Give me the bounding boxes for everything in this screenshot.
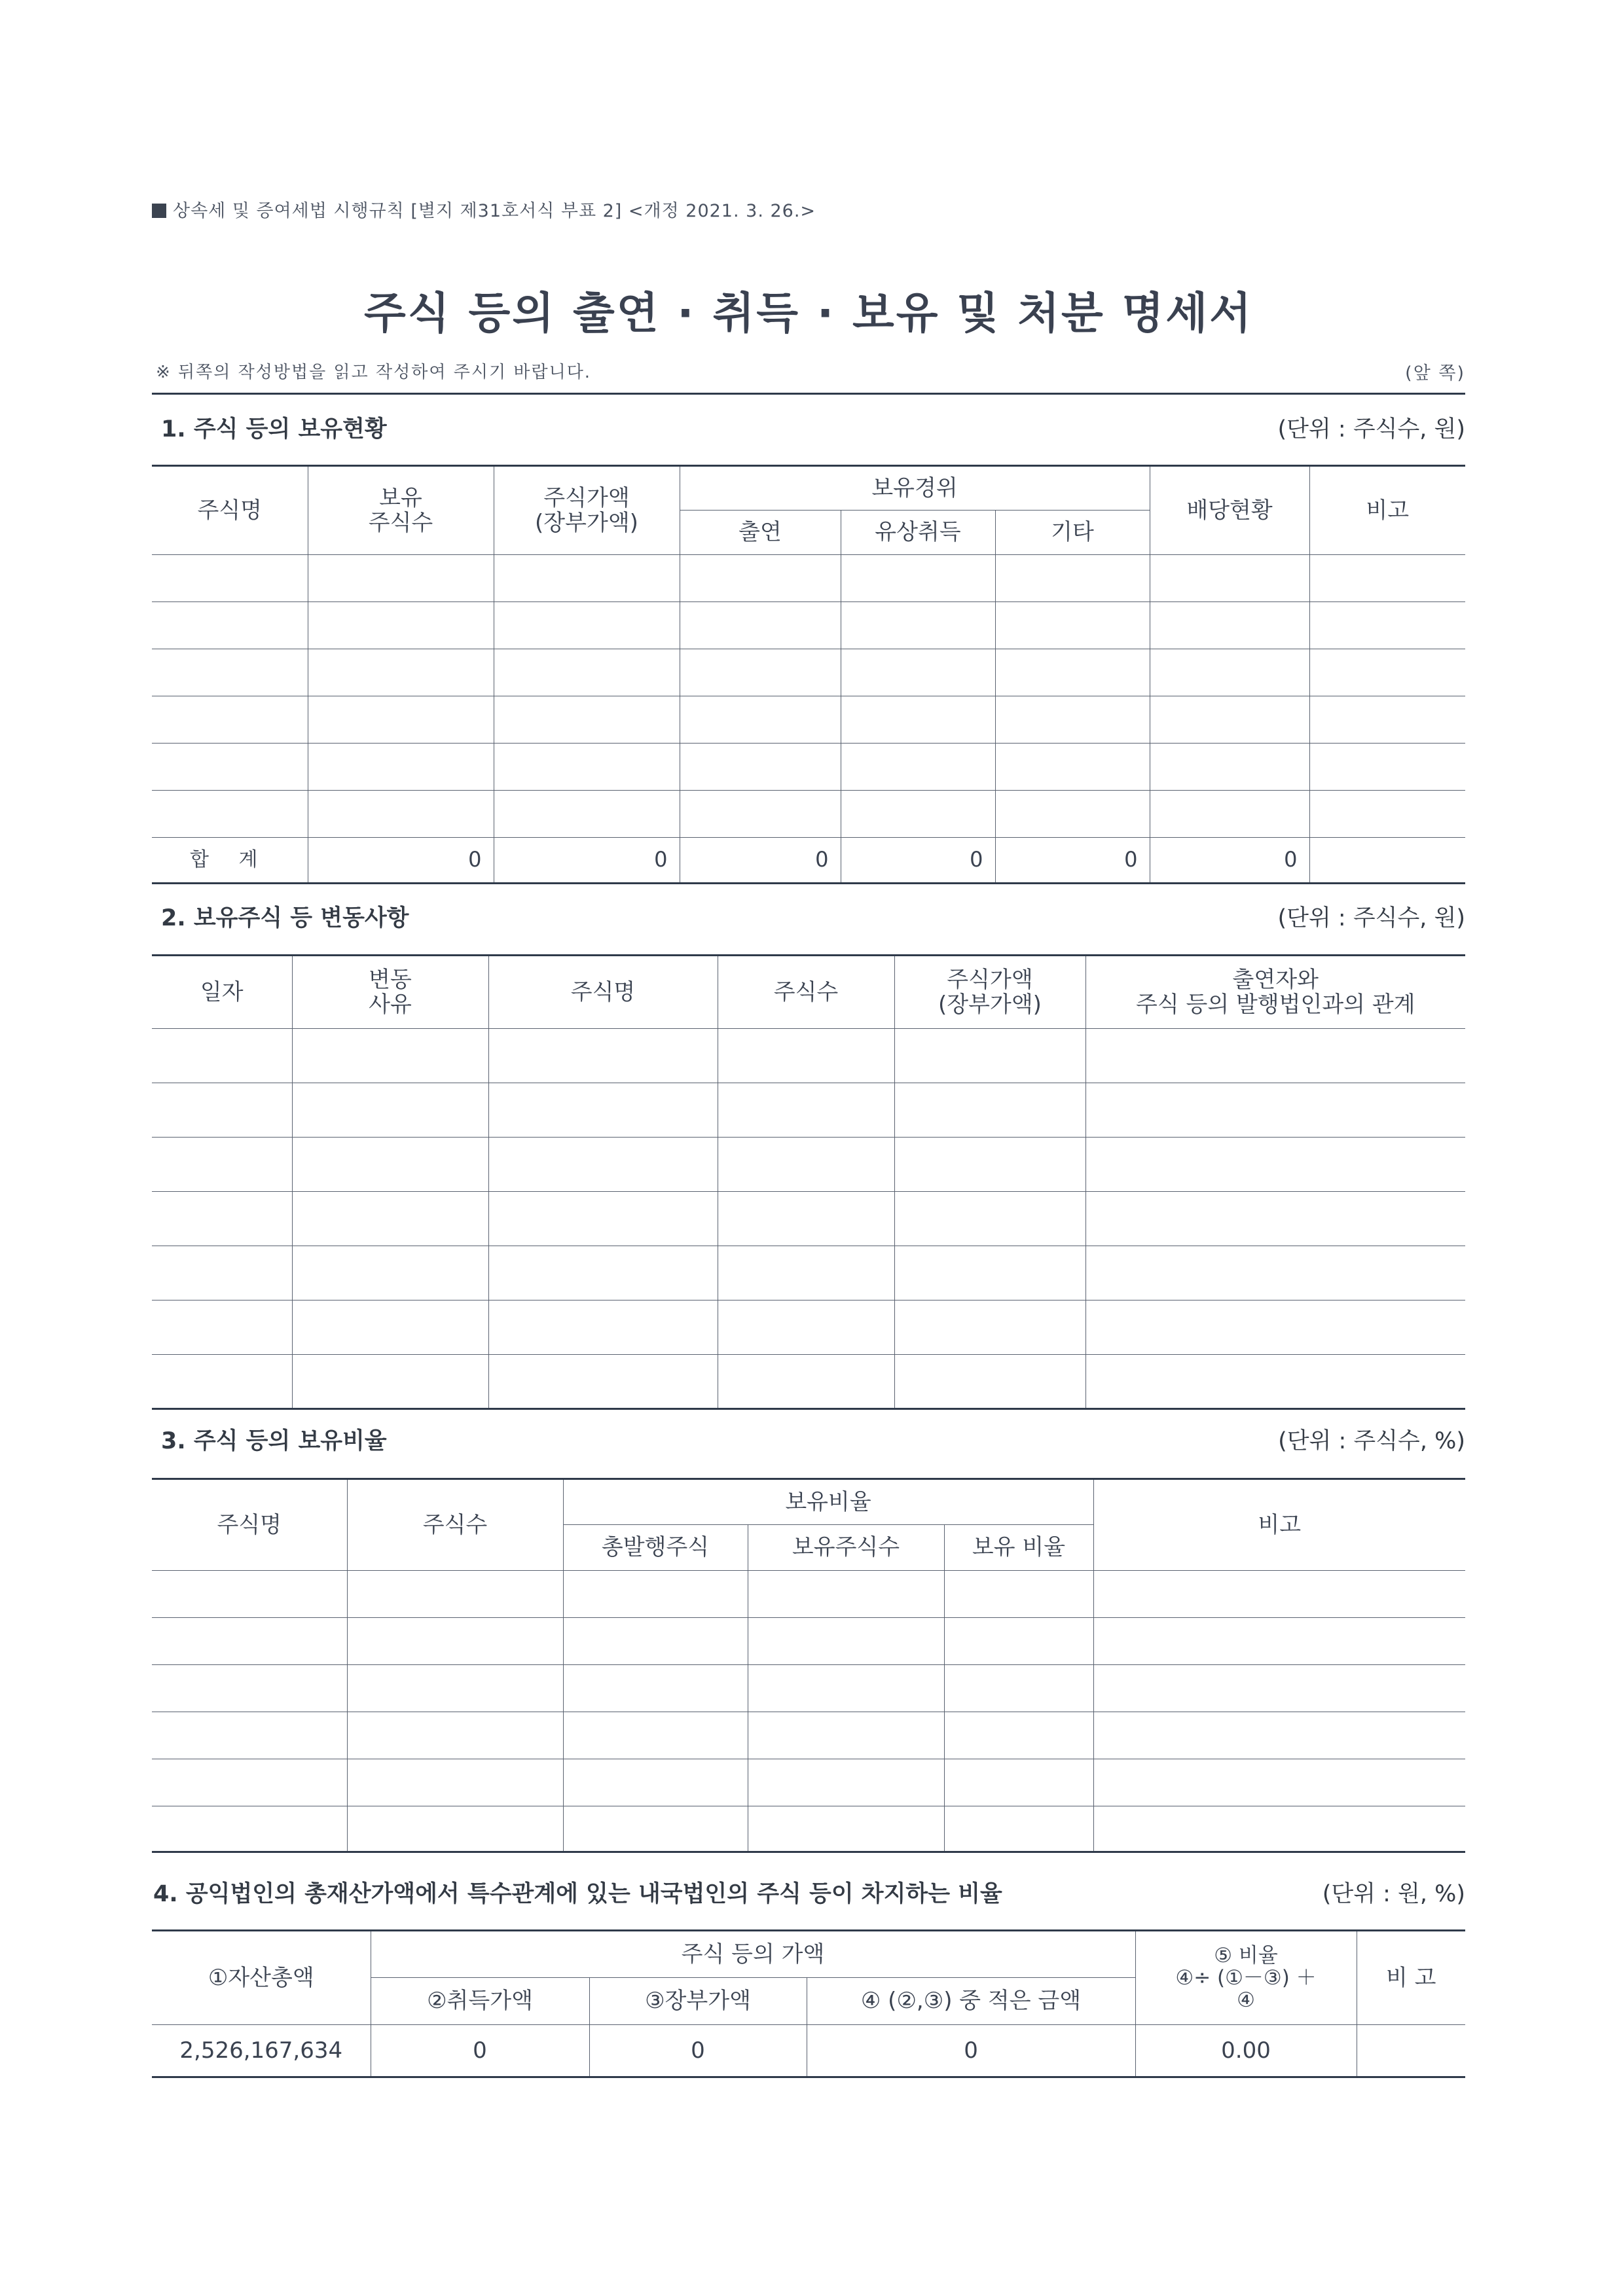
table-row: [152, 1712, 1465, 1759]
table-row: [152, 1355, 1465, 1409]
table-row: [152, 1083, 1465, 1138]
header-divider: [152, 393, 1465, 395]
table-row: [152, 1571, 1465, 1618]
regulation-text: 상속세 및 증여세법 시행규칙 [별지 제31호서식 부표 2] <개정 2021. 3. 26.>: [173, 201, 816, 221]
col-dividend: 배당현황: [1150, 466, 1309, 555]
page-side-label: (앞 쪽): [1405, 363, 1465, 384]
col-ratio: ⑤ 비율 ④÷ (①－③) ＋ ④: [1135, 1931, 1357, 2025]
col-remarks: 비 고: [1357, 1931, 1465, 2025]
total-contribution: 0: [680, 838, 841, 884]
table-row: [152, 649, 1465, 696]
section3-title: 3. 주식 등의 보유비율: [161, 1428, 387, 1454]
square-bullet-icon: [152, 204, 166, 218]
section2-unit: (단위 : 주식수, 원): [1277, 905, 1465, 931]
table-row: [152, 1300, 1465, 1355]
changes-table: [152, 954, 1465, 1410]
table-row: [152, 1246, 1465, 1300]
instruction-note: ※ 뒤쪽의 작성방법을 읽고 작성하여 주시기 바랍니다.: [156, 363, 592, 382]
total-label: 합 계: [152, 838, 308, 884]
section4-title: 4. 공익법인의 총재산가액에서 특수관계에 있는 내국법인의 주식 등이 차지하는 비율: [153, 1881, 1002, 1907]
col-acquisition-value: ②취득가액: [371, 1978, 589, 2025]
table-row: [152, 1029, 1465, 1083]
asset-ratio-table: [152, 1929, 1465, 2078]
section1-title: 1. 주식 등의 보유현황: [161, 416, 387, 442]
total-remarks[interactable]: [1309, 838, 1465, 884]
col-stock-name: 주식명: [152, 1479, 347, 1571]
col-other: 기타: [995, 511, 1150, 555]
col-remarks: 비고: [1093, 1479, 1465, 1571]
total-paid-acquisition: 0: [841, 838, 995, 884]
table-row: [152, 1192, 1465, 1246]
total-stock-value: 0: [494, 838, 680, 884]
table-row: [152, 1759, 1465, 1806]
ratio-table: [152, 1478, 1465, 1853]
table-row: [152, 1665, 1465, 1712]
col-shares: 주식수: [718, 956, 894, 1029]
col-lesser-amount: ④ (②,③) 중 적은 금액: [807, 1978, 1135, 2025]
remarks-value[interactable]: [1357, 2025, 1465, 2077]
col-stock-value: 주식 등의 가액: [371, 1931, 1135, 1978]
ratio-value: 0.00: [1135, 2025, 1357, 2077]
col-remarks: 비고: [1309, 466, 1465, 555]
col-date: 일자: [152, 956, 292, 1029]
section4-unit: (단위 : 원, %): [1322, 1881, 1465, 1907]
holdings-table: [152, 465, 1465, 884]
col-stock-value: 주식가액 (장부가액): [494, 466, 680, 555]
col-stock-name: 주식명: [488, 956, 718, 1029]
col-holding-ratio: 보유비율: [563, 1479, 1093, 1525]
book-value: 0: [589, 2025, 807, 2077]
table-row: [152, 744, 1465, 791]
col-held-shares: 보유주식수: [748, 1525, 944, 1571]
table-row: [152, 1806, 1465, 1852]
table-row: [152, 602, 1465, 649]
col-change-reason: 변동 사유: [292, 956, 488, 1029]
acquisition-value: 0: [371, 2025, 589, 2077]
col-stock-value: 주식가액 (장부가액): [894, 956, 1085, 1029]
table-row: [152, 1618, 1465, 1665]
total-dividend: 0: [1150, 838, 1309, 884]
col-contribution: 출연: [680, 511, 841, 555]
section2-title: 2. 보유주식 등 변동사항: [161, 905, 409, 931]
col-relation: 출연자와 주식 등의 발행법인과의 관계: [1085, 956, 1465, 1029]
regulation-header: [152, 196, 816, 222]
total-assets-value: 2,526,167,634: [152, 2025, 371, 2077]
section3-unit: (단위 : 주식수, %): [1278, 1428, 1465, 1454]
total-held-shares: 0: [308, 838, 494, 884]
table-row: [152, 1138, 1465, 1192]
lesser-amount: 0: [807, 2025, 1135, 2077]
col-paid-acquisition: 유상취득: [841, 511, 995, 555]
col-book-value: ③장부가액: [589, 1978, 807, 2025]
col-holding-history: 보유경위: [680, 466, 1150, 511]
total-other: 0: [995, 838, 1150, 884]
col-issued-shares: 총발행주식: [563, 1525, 748, 1571]
col-stock-name: 주식명: [152, 466, 308, 555]
table-row: [152, 2025, 1465, 2077]
table-row: [152, 555, 1465, 602]
col-ratio-pct: 보유 비율: [944, 1525, 1093, 1571]
col-total-assets: ①자산총액: [152, 1931, 371, 2025]
table-row: [152, 696, 1465, 744]
total-row: [152, 838, 1465, 884]
section1-unit: (단위 : 주식수, 원): [1277, 416, 1465, 442]
form-title: 주식 등의 출연 · 취득 · 보유 및 처분 명세서: [363, 288, 1254, 338]
col-held-shares: 보유 주식수: [308, 466, 494, 555]
col-shares: 주식수: [347, 1479, 563, 1571]
table-row: [152, 791, 1465, 838]
